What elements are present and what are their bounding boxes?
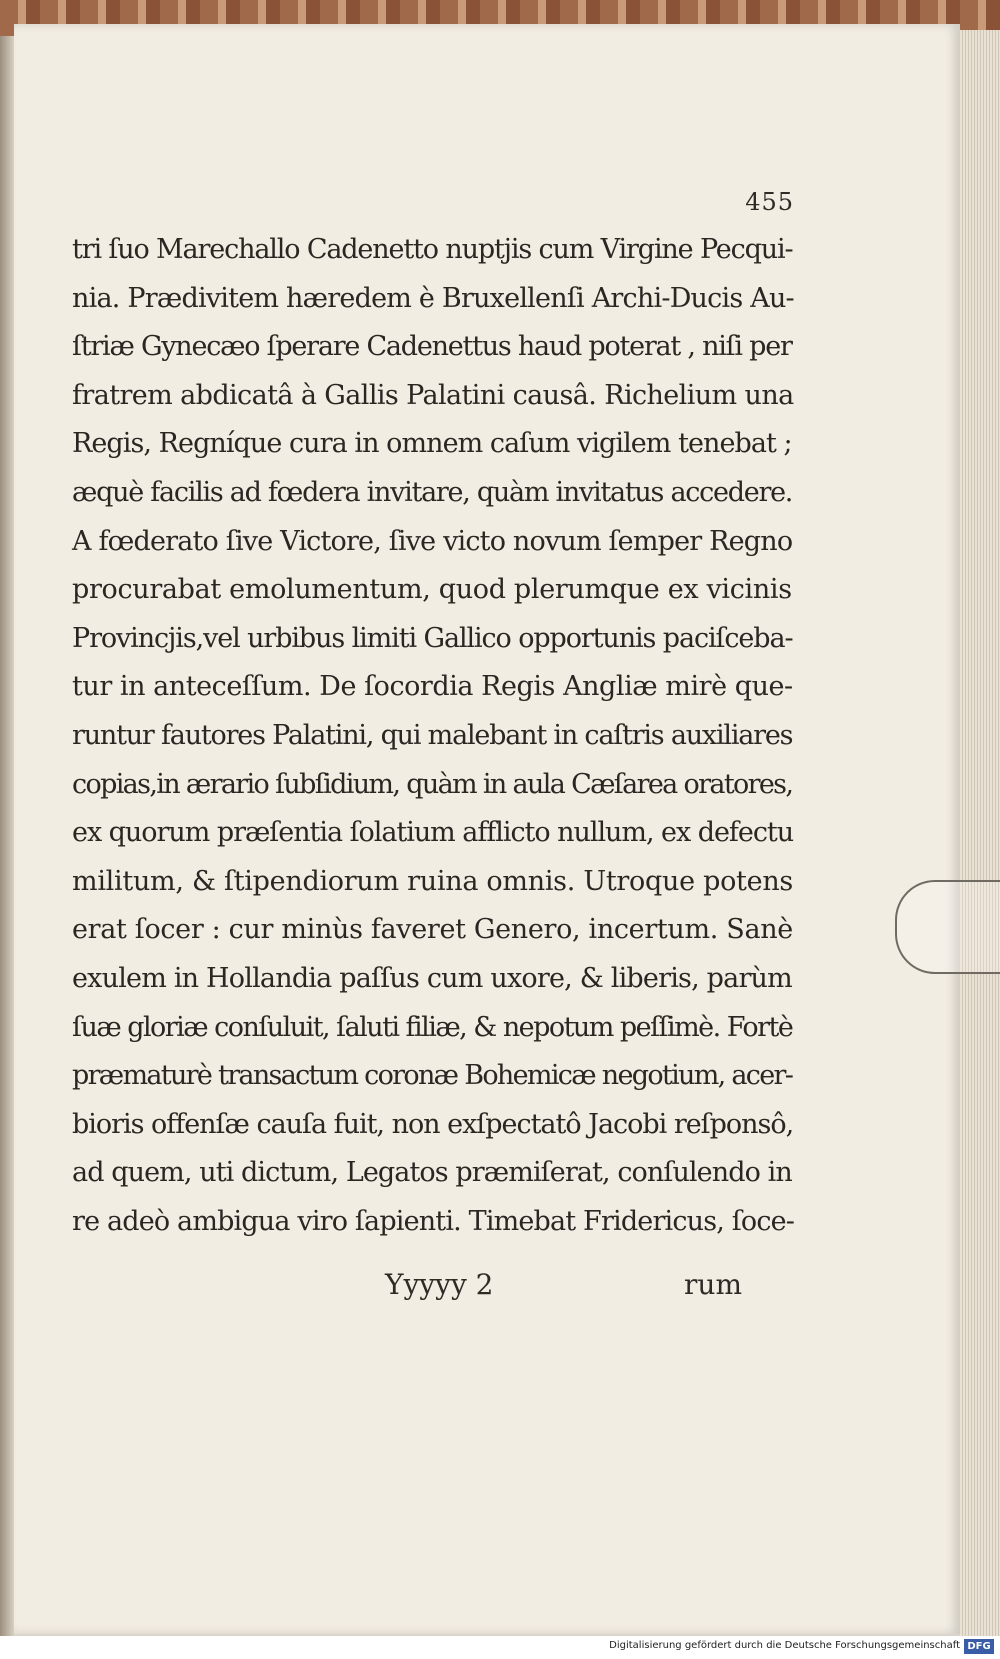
text-line: tur in anteceſſum. De ſocordia Regis Angliæ mirè que- <box>72 671 793 703</box>
text-line: procurabat emolumentum, quod plerumque ex vicinis <box>72 574 792 606</box>
digitization-footer <box>0 1636 1000 1659</box>
text-line: ad quem, uti dictum, Legatos præmiſerat, conſulendo in <box>72 1157 792 1189</box>
dfg-logo: DFG <box>964 1639 994 1654</box>
text-line: tri ſuo Marechallo Cadenetto nuptjis cum Virgine Pecqui- <box>72 234 793 265</box>
funding-credit: Digitalisierung gefördert durch die Deutsche Forschungsgemeinschaft <box>609 1640 960 1651</box>
text-line: ſuæ gloriæ conſuluit, ſaluti filiæ, & nepotum peſſimè. Fortè <box>72 1011 793 1043</box>
signature-mark: Yyyyy 2 <box>385 1268 494 1301</box>
text-line: Regis, Regníque cura in omnem caſum vigilem tenebat ; <box>72 428 792 460</box>
text-line: bioris offenſæ cauſa fuit, non exſpectatô Jacobi reſponsô, <box>72 1108 794 1140</box>
text-line: Provincjis,vel urbibus limiti Gallico opportunis paciſceba- <box>72 622 793 654</box>
catchword: rum <box>684 1268 742 1301</box>
text-line: æquè facilis ad fœdera invitare, quàm invitatus accedere. <box>72 476 793 508</box>
text-line: nia. Prædivitem hæredem è Bruxellenſi Archi-Ducis Au- <box>72 282 794 314</box>
page-edges <box>960 30 1000 1640</box>
text-line: erat ſocer : cur minùs faveret Genero, incertum. Sanè <box>72 914 793 946</box>
text-line: re adeò ambigua viro ſapienti. Timebat Fridericus, ſoce- <box>72 1205 795 1237</box>
text-line: ex quorum præſentia ſolatium afflicto nullum, ex defectu <box>72 817 794 849</box>
binding-shadow <box>0 36 14 1636</box>
text-line: militum, & ſtipendiorum ruina omnis. Utroque potens <box>72 865 794 897</box>
text-line: ſtriæ Gynecæo ſperare Cadenettus haud poterat , niſi per <box>72 331 792 363</box>
page-foot <box>360 1268 780 1308</box>
text-line: præmaturè transactum coronæ Bohemicæ negotium, acer- <box>72 1060 793 1092</box>
body-text <box>72 226 802 1246</box>
bookmark-clip <box>895 880 1000 974</box>
text-line: copias,in ærario ſubſidium, quàm in aula Cæſarea oratores, <box>72 768 793 800</box>
text-line: runtur fautores Palatini, qui malebant in caſtris auxiliares <box>72 719 793 751</box>
page-number: 455 <box>745 188 794 216</box>
text-line: exulem in Hollandia paſſus cum uxore, & liberis, parùm <box>72 962 792 994</box>
text-line: A fœderato ſive Victore, ſive victo novum ſemper Regno <box>72 525 793 557</box>
text-line: fratrem abdicatâ à Gallis Palatini causâ. Richelium una <box>72 379 794 411</box>
